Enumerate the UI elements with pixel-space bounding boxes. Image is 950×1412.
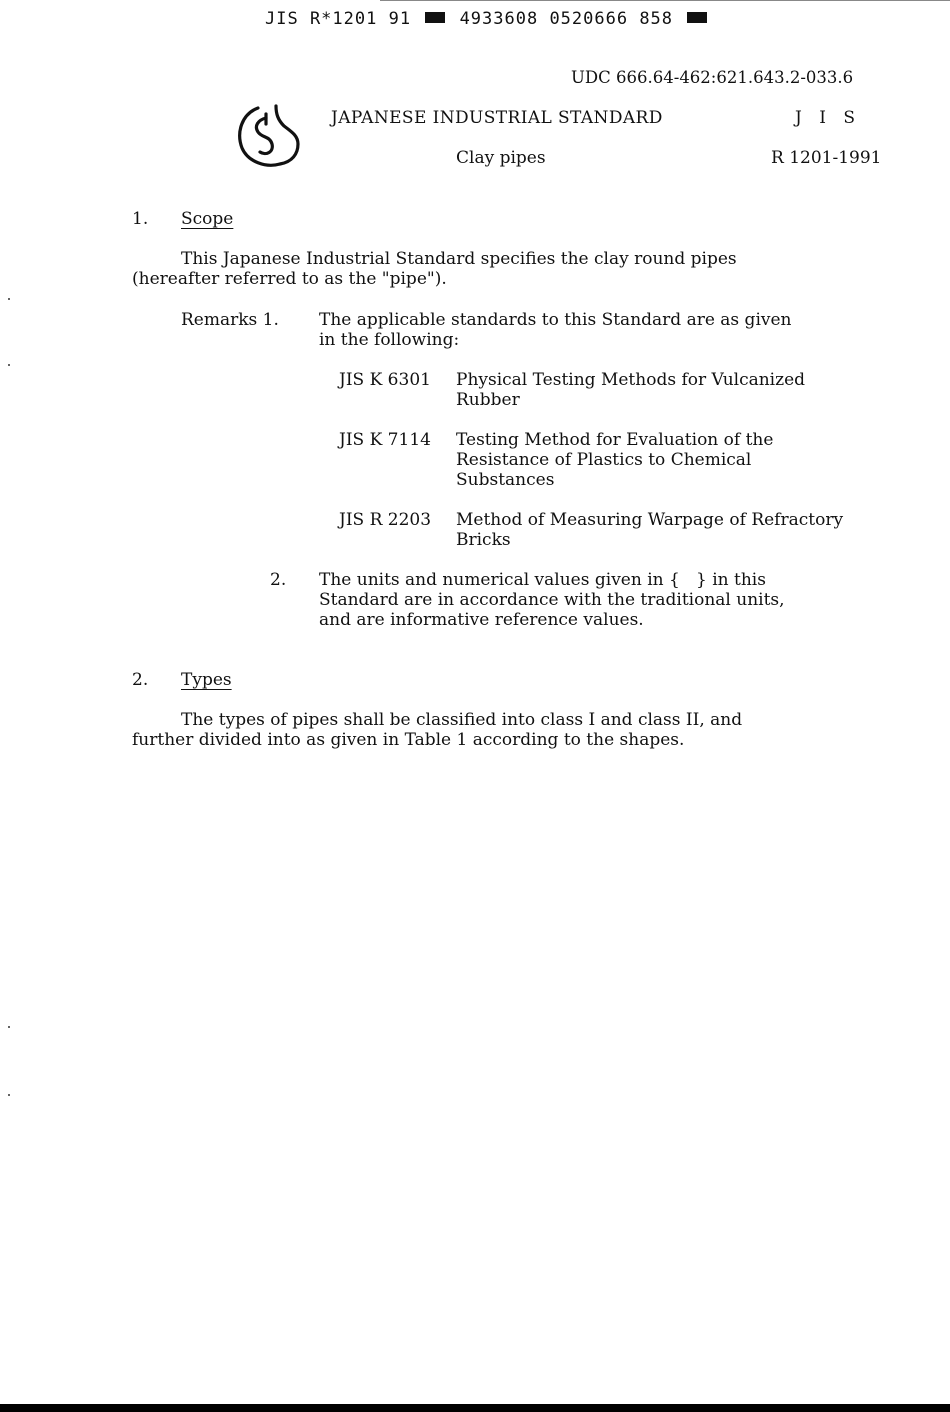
scan-speck [8,1026,10,1028]
ref-title-line: Rubber [456,390,520,410]
remark-2-number: 2. [270,570,287,590]
standard-subject: Clay pipes [456,148,546,168]
scope-line-1: This Japanese Industrial Standard specifies the clay round pipes [181,249,737,269]
jis-label: J I S [795,108,861,128]
scan-speck [8,1094,10,1096]
ref-title-line: Testing Method for Evaluation of the [456,430,774,450]
scan-speck [8,364,10,366]
standard-number: R 1201-1991 [771,148,882,168]
remark-2-line-1: The units and numerical values given in { } in this [319,570,766,590]
remark-2-line-3: and are informative reference values. [319,610,644,630]
ref-title [456,510,843,550]
header-code-left: JIS R*1201 91 [265,9,412,29]
black-block-icon [687,12,707,23]
ref-code: JIS K 6301 [339,370,431,390]
header-code-mid: 4933608 0520666 858 [459,9,674,29]
section-2-number: 2. [132,670,149,690]
remark-1-line-2: in the following: [319,330,460,350]
remark-1-line-1: The applicable standards to this Standard are as given [319,310,792,330]
header-code [265,9,710,29]
ref-title-line: Resistance of Plastics to Chemical [456,450,752,470]
section-2-title: Types [181,670,232,690]
section-1-number: 1. [132,209,149,229]
section-1-title: Scope [181,209,234,229]
ref-title-line: Bricks [456,530,511,550]
ref-code: JIS R 2203 [339,510,432,530]
jis-logo-icon [236,102,306,170]
types-line-1: The types of pipes shall be classified into class I and class II, and [181,710,743,730]
types-line-2: further divided into as given in Table 1 according to the shapes. [132,730,685,750]
ref-title [456,370,805,410]
scan-bottom-edge [0,1404,950,1412]
types-paragraph [132,710,742,750]
ref-code: JIS K 7114 [339,430,431,450]
ref-title-line: Method of Measuring Warpage of Refractory [456,510,844,530]
scope-paragraph [132,249,737,289]
scope-line-2: (hereafter referred to as the "pipe"). [132,269,447,289]
scan-speck [8,298,10,300]
remark-1 [319,310,792,350]
udc-number: UDC 666.64-462:621.643.2-033.6 [571,68,854,87]
ref-title-line: Physical Testing Methods for Vulcanized [456,370,806,390]
standard-title: JAPANESE INDUSTRIAL STANDARD [331,108,663,128]
remark-2 [319,570,785,630]
top-rule [380,0,950,1]
remark-2-line-2: Standard are in accordance with the traditional units, [319,590,785,610]
ref-title [456,430,773,490]
black-block-icon [425,12,445,23]
ref-title-line: Substances [456,470,555,490]
remarks-label: Remarks 1. [181,310,279,330]
